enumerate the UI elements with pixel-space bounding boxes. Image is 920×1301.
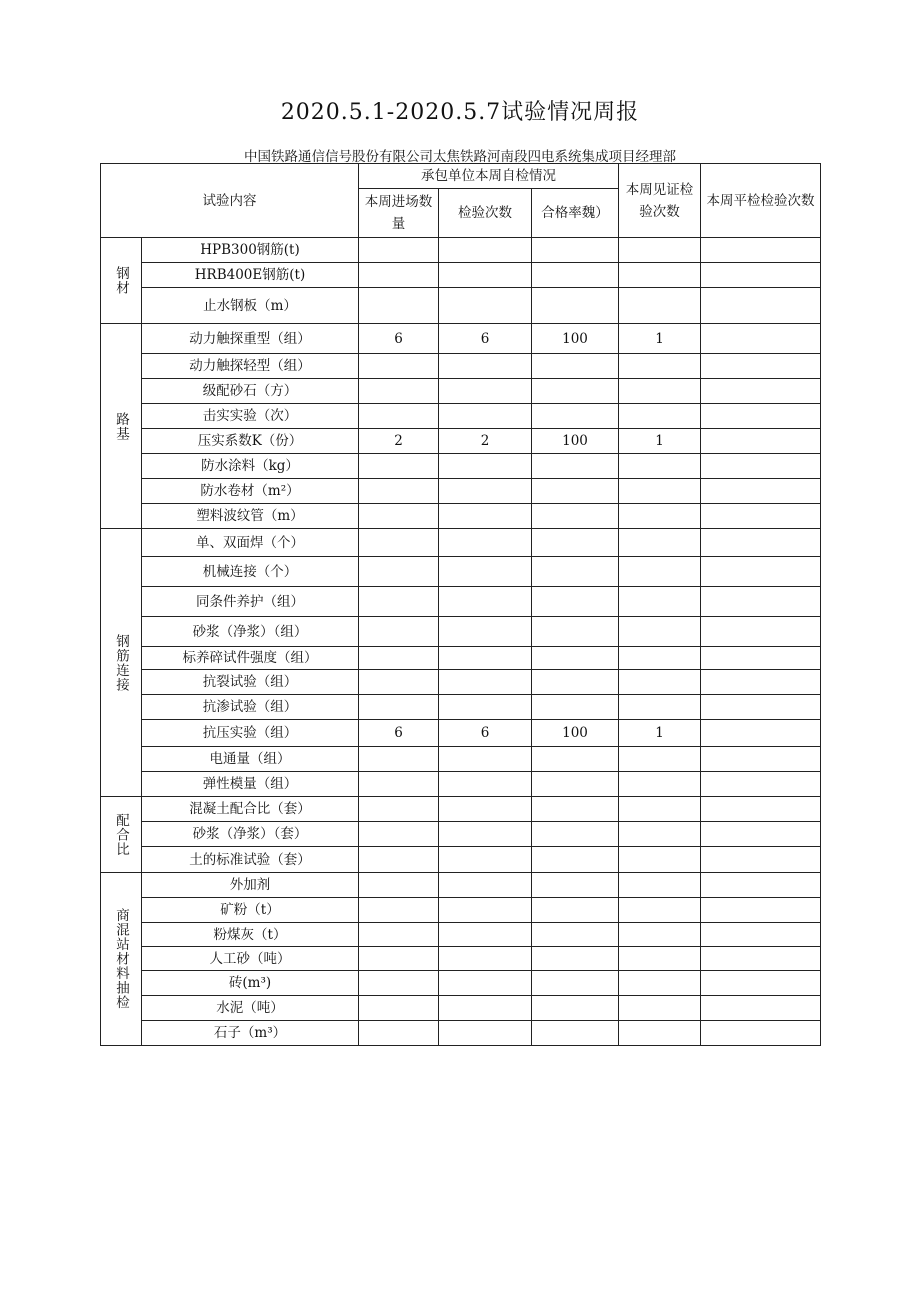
witness-count-cell: 1: [619, 429, 701, 454]
item-name-cell: 粉煤灰（t）: [142, 923, 359, 947]
arrival-qty-cell: [359, 379, 439, 404]
test-count-cell: [439, 587, 532, 617]
witness-count-cell: [619, 647, 701, 670]
parallel-count-cell: [701, 557, 821, 587]
arrival-qty-cell: [359, 822, 439, 847]
item-name-cell: 抗渗试验（组）: [142, 695, 359, 720]
test-count-cell: [439, 847, 532, 873]
arrival-qty-cell: [359, 263, 439, 288]
parallel-count-cell: [701, 947, 821, 971]
arrival-qty-cell: 6: [359, 324, 439, 354]
pass-rate-cell: [532, 354, 619, 379]
witness-count-cell: [619, 263, 701, 288]
test-count-cell: [439, 898, 532, 923]
pass-rate-cell: [532, 971, 619, 996]
table-row: [101, 670, 821, 695]
test-count-cell: [439, 557, 532, 587]
parallel-count-cell: [701, 695, 821, 720]
table-row: [101, 695, 821, 720]
category-cell: 路基: [101, 324, 142, 529]
table-row: [101, 797, 821, 822]
category-cell: 钢筋连接: [101, 529, 142, 797]
parallel-count-cell: [701, 288, 821, 324]
table-row: [101, 923, 821, 947]
item-name-cell: HPB300钢筋(t): [142, 238, 359, 263]
parallel-count-cell: [701, 238, 821, 263]
pass-rate-cell: [532, 557, 619, 587]
witness-count-cell: [619, 529, 701, 557]
parallel-count-cell: [701, 324, 821, 354]
parallel-count-cell: [701, 772, 821, 797]
table-row: [101, 747, 821, 772]
test-count-cell: [439, 238, 532, 263]
test-count-cell: [439, 617, 532, 647]
pass-rate-cell: 100: [532, 324, 619, 354]
arrival-qty-cell: [359, 479, 439, 504]
test-count-cell: [439, 772, 532, 797]
pass-rate-cell: [532, 263, 619, 288]
header-test-count: 检验次数: [439, 189, 532, 238]
test-count-cell: [439, 747, 532, 772]
parallel-count-cell: [701, 996, 821, 1021]
arrival-qty-cell: [359, 647, 439, 670]
witness-count-cell: [619, 996, 701, 1021]
arrival-qty-cell: 2: [359, 429, 439, 454]
test-count-cell: [439, 822, 532, 847]
witness-count-cell: [619, 354, 701, 379]
parallel-count-cell: [701, 1021, 821, 1046]
witness-count-cell: [619, 847, 701, 873]
table-row: [101, 647, 821, 670]
pass-rate-cell: [532, 923, 619, 947]
parallel-count-cell: [701, 822, 821, 847]
table-row: [101, 479, 821, 504]
arrival-qty-cell: [359, 797, 439, 822]
item-name-cell: 砂浆（净浆）（组）: [142, 617, 359, 647]
arrival-qty-cell: [359, 772, 439, 797]
arrival-qty-cell: [359, 557, 439, 587]
parallel-count-cell: [701, 923, 821, 947]
pass-rate-cell: [532, 747, 619, 772]
parallel-count-cell: [701, 847, 821, 873]
arrival-qty-cell: [359, 996, 439, 1021]
table-row: [101, 587, 821, 617]
pass-rate-cell: 100: [532, 429, 619, 454]
pass-rate-cell: [532, 822, 619, 847]
witness-count-cell: [619, 772, 701, 797]
pass-rate-cell: [532, 529, 619, 557]
test-report-table: [100, 163, 821, 1046]
item-name-cell: 标养碎试件强度（组）: [142, 647, 359, 670]
item-name-cell: 抗裂试验（组）: [142, 670, 359, 695]
pass-rate-cell: [532, 454, 619, 479]
arrival-qty-cell: [359, 617, 439, 647]
header-test-content: 试验内容: [101, 164, 359, 238]
parallel-count-cell: [701, 587, 821, 617]
arrival-qty-cell: [359, 971, 439, 996]
test-count-cell: [439, 647, 532, 670]
pass-rate-cell: [532, 504, 619, 529]
item-name-cell: 水泥（吨）: [142, 996, 359, 1021]
parallel-count-cell: [701, 971, 821, 996]
pass-rate-cell: [532, 996, 619, 1021]
test-count-cell: [439, 1021, 532, 1046]
test-count-cell: [439, 404, 532, 429]
parallel-count-cell: [701, 873, 821, 898]
table-row: [101, 454, 821, 479]
witness-count-cell: [619, 557, 701, 587]
witness-count-cell: [619, 747, 701, 772]
parallel-count-cell: [701, 647, 821, 670]
pass-rate-cell: [532, 898, 619, 923]
test-count-cell: [439, 947, 532, 971]
pass-rate-cell: [532, 1021, 619, 1046]
arrival-qty-cell: [359, 898, 439, 923]
category-cell: 商混站材料抽检: [101, 873, 142, 1046]
arrival-qty-cell: [359, 288, 439, 324]
test-count-cell: [439, 479, 532, 504]
table-row: [101, 720, 821, 747]
table-row: [101, 429, 821, 454]
pass-rate-cell: [532, 587, 619, 617]
pass-rate-cell: [532, 797, 619, 822]
witness-count-cell: [619, 587, 701, 617]
arrival-qty-cell: [359, 670, 439, 695]
category-cell: 钢材: [101, 238, 142, 324]
table-row: [101, 822, 821, 847]
table-row: [101, 324, 821, 354]
arrival-qty-cell: [359, 947, 439, 971]
pass-rate-cell: [532, 947, 619, 971]
parallel-count-cell: [701, 454, 821, 479]
witness-count-cell: [619, 1021, 701, 1046]
witness-count-cell: [619, 923, 701, 947]
pass-rate-cell: [532, 695, 619, 720]
arrival-qty-cell: [359, 747, 439, 772]
parallel-count-cell: [701, 797, 821, 822]
witness-count-cell: [619, 822, 701, 847]
table-row: [101, 404, 821, 429]
arrival-qty-cell: [359, 404, 439, 429]
item-name-cell: 抗压实验（组）: [142, 720, 359, 747]
test-count-cell: [439, 670, 532, 695]
witness-count-cell: [619, 898, 701, 923]
item-name-cell: 砖(m³): [142, 971, 359, 996]
table-row: [101, 1021, 821, 1046]
header-arrival-qty: 本周进场数量: [359, 189, 439, 238]
item-name-cell: 人工砂（吨）: [142, 947, 359, 971]
table-row: [101, 617, 821, 647]
test-count-cell: [439, 263, 532, 288]
pass-rate-cell: [532, 404, 619, 429]
table-row: [101, 971, 821, 996]
table-row: [101, 996, 821, 1021]
table-row: [101, 898, 821, 923]
category-cell: 配合比: [101, 797, 142, 873]
test-count-cell: [439, 797, 532, 822]
parallel-count-cell: [701, 263, 821, 288]
item-name-cell: HRB400E钢筋(t): [142, 263, 359, 288]
parallel-count-cell: [701, 670, 821, 695]
table-row: [101, 529, 821, 557]
arrival-qty-cell: [359, 587, 439, 617]
table-row: [101, 557, 821, 587]
witness-count-cell: [619, 479, 701, 504]
item-name-cell: 同条件养护（组）: [142, 587, 359, 617]
item-name-cell: 压实系数K（份）: [142, 429, 359, 454]
pass-rate-cell: [532, 288, 619, 324]
pass-rate-cell: [532, 617, 619, 647]
pass-rate-cell: [532, 873, 619, 898]
item-name-cell: 防水卷材（m²）: [142, 479, 359, 504]
parallel-count-cell: [701, 404, 821, 429]
test-count-cell: 6: [439, 324, 532, 354]
test-count-cell: [439, 354, 532, 379]
table-row: [101, 947, 821, 971]
item-name-cell: 级配砂石（方）: [142, 379, 359, 404]
table-row: [101, 354, 821, 379]
header-contractor-group: 承包单位本周自检情况: [359, 164, 619, 189]
arrival-qty-cell: 6: [359, 720, 439, 747]
arrival-qty-cell: [359, 1021, 439, 1046]
item-name-cell: 混凝土配合比（套）: [142, 797, 359, 822]
table-row: [101, 873, 821, 898]
witness-count-cell: [619, 288, 701, 324]
item-name-cell: 弹性模量（组）: [142, 772, 359, 797]
test-count-cell: [439, 529, 532, 557]
arrival-qty-cell: [359, 238, 439, 263]
item-name-cell: 矿粉（t）: [142, 898, 359, 923]
pass-rate-cell: [532, 647, 619, 670]
header-parallel: 本周平检检验次数: [701, 164, 821, 238]
arrival-qty-cell: [359, 454, 439, 479]
test-count-cell: [439, 379, 532, 404]
parallel-count-cell: [701, 479, 821, 504]
test-count-cell: [439, 454, 532, 479]
arrival-qty-cell: [359, 354, 439, 379]
witness-count-cell: [619, 873, 701, 898]
pass-rate-cell: [532, 670, 619, 695]
item-name-cell: 击实实验（次）: [142, 404, 359, 429]
parallel-count-cell: [701, 504, 821, 529]
test-count-cell: 6: [439, 720, 532, 747]
witness-count-cell: [619, 971, 701, 996]
item-name-cell: 动力触探重型（组）: [142, 324, 359, 354]
witness-count-cell: [619, 695, 701, 720]
item-name-cell: 止水钢板（m）: [142, 288, 359, 324]
witness-count-cell: [619, 404, 701, 429]
witness-count-cell: [619, 238, 701, 263]
arrival-qty-cell: [359, 504, 439, 529]
witness-count-cell: 1: [619, 324, 701, 354]
test-count-cell: [439, 923, 532, 947]
parallel-count-cell: [701, 898, 821, 923]
table-row: [101, 379, 821, 404]
header-pass-rate: 合格率魏）: [532, 189, 619, 238]
pass-rate-cell: [532, 379, 619, 404]
item-name-cell: 防水涂料（kg）: [142, 454, 359, 479]
table-row: [101, 263, 821, 288]
item-name-cell: 砂浆（净浆）（套）: [142, 822, 359, 847]
item-name-cell: 外加剂: [142, 873, 359, 898]
table-row: [101, 772, 821, 797]
test-count-cell: [439, 288, 532, 324]
item-name-cell: 动力触探轻型（组）: [142, 354, 359, 379]
test-count-cell: [439, 971, 532, 996]
witness-count-cell: [619, 617, 701, 647]
parallel-count-cell: [701, 379, 821, 404]
report-title: 2020.5.1-2020.5.7试验情况周报: [280, 100, 640, 125]
test-count-cell: 2: [439, 429, 532, 454]
table-body: [101, 164, 821, 1046]
test-count-cell: [439, 504, 532, 529]
parallel-count-cell: [701, 617, 821, 647]
report-subtitle: 中国铁路通信信号股份有限公司太焦铁路河南段四电系统集成项目经理部: [244, 149, 676, 165]
table-row: [101, 504, 821, 529]
item-name-cell: 电通量（组）: [142, 747, 359, 772]
pass-rate-cell: [532, 772, 619, 797]
arrival-qty-cell: [359, 529, 439, 557]
item-name-cell: 单、双面焊（个）: [142, 529, 359, 557]
header-row-1: [101, 164, 821, 189]
table-row: [101, 288, 821, 324]
witness-count-cell: [619, 379, 701, 404]
arrival-qty-cell: [359, 695, 439, 720]
pass-rate-cell: [532, 479, 619, 504]
arrival-qty-cell: [359, 847, 439, 873]
parallel-count-cell: [701, 747, 821, 772]
pass-rate-cell: [532, 238, 619, 263]
parallel-count-cell: [701, 354, 821, 379]
item-name-cell: 土的标准试验（套）: [142, 847, 359, 873]
witness-count-cell: [619, 670, 701, 695]
parallel-count-cell: [701, 720, 821, 747]
pass-rate-cell: [532, 847, 619, 873]
witness-count-cell: [619, 504, 701, 529]
arrival-qty-cell: [359, 873, 439, 898]
test-count-cell: [439, 996, 532, 1021]
witness-count-cell: [619, 454, 701, 479]
parallel-count-cell: [701, 429, 821, 454]
pass-rate-cell: 100: [532, 720, 619, 747]
item-name-cell: 机械连接（个）: [142, 557, 359, 587]
test-count-cell: [439, 873, 532, 898]
arrival-qty-cell: [359, 923, 439, 947]
witness-count-cell: 1: [619, 720, 701, 747]
item-name-cell: 塑料波纹管（m）: [142, 504, 359, 529]
table-row: [101, 238, 821, 263]
test-count-cell: [439, 695, 532, 720]
header-witness: 本周见证检验次数: [619, 164, 701, 238]
table-row: [101, 847, 821, 873]
witness-count-cell: [619, 797, 701, 822]
witness-count-cell: [619, 947, 701, 971]
item-name-cell: 石子（m³）: [142, 1021, 359, 1046]
parallel-count-cell: [701, 529, 821, 557]
